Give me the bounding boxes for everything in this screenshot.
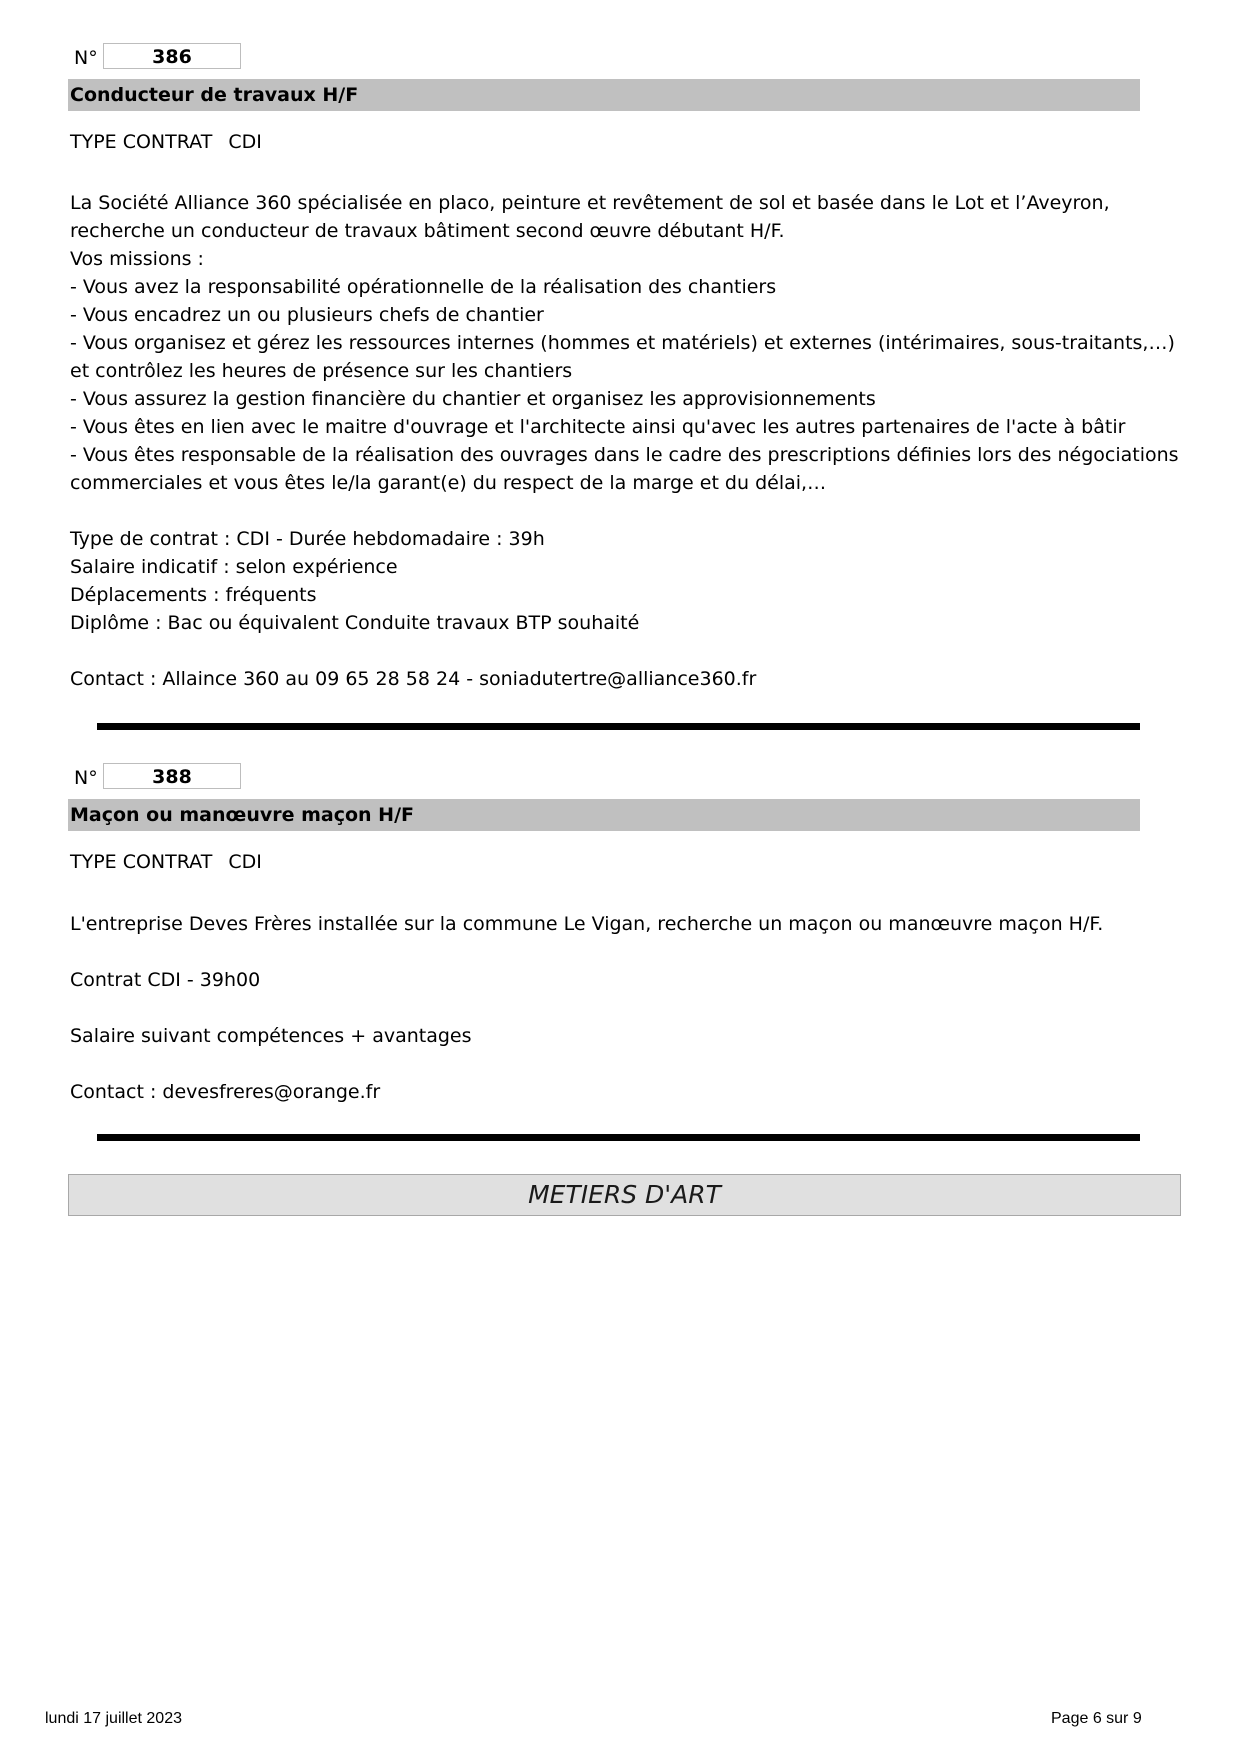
- description-line: recherche un conducteur de travaux bâtiment second œuvre débutant H/F.: [70, 220, 785, 242]
- description-line: Vos missions :: [70, 248, 204, 270]
- description-line: Déplacements : fréquents: [70, 584, 317, 606]
- contract-type: [70, 131, 262, 153]
- description-line: - Vous organisez et gérez les ressources internes (hommes et matériels) et externes (intérimaires, sous-traitants,…): [70, 332, 1175, 354]
- section-banner: METIERS D'ART: [68, 1174, 1181, 1216]
- description-line: - Vous avez la responsabilité opérationnelle de la réalisation des chantiers: [70, 276, 777, 298]
- description-line: - Vous êtes responsable de la réalisation des ouvrages dans le cadre des prescriptions définies lors des négociations: [70, 444, 1179, 466]
- contract-value: CDI: [228, 851, 262, 873]
- separator-rule: [97, 1134, 1140, 1141]
- description-line: Diplôme : Bac ou équivalent Conduite travaux BTP souhaité: [70, 612, 640, 634]
- description-line: Salaire indicatif : selon expérience: [70, 556, 398, 578]
- offer-description: [70, 910, 1170, 1106]
- description-line: - Vous encadrez un ou plusieurs chefs de chantier: [70, 304, 544, 326]
- offer-number: 386: [103, 43, 241, 69]
- contract-type: [70, 851, 262, 873]
- offer-title: Conducteur de travaux H/F: [68, 79, 1140, 111]
- description-line: Salaire suivant compétences + avantages: [70, 1025, 472, 1047]
- description-line: commerciales et vous êtes le/la garant(e) du respect de la marge et du délai,…: [70, 472, 827, 494]
- description-line: - Vous êtes en lien avec le maitre d'ouvrage et l'architecte ainsi qu'avec les autres partenaires de l'acte à bâtir: [70, 416, 1126, 438]
- description-line: - Vous assurez la gestion financière du chantier et organisez les approvisionnements: [70, 388, 876, 410]
- offer-description: [70, 189, 1179, 693]
- description-line: Contrat CDI - 39h00: [70, 969, 261, 991]
- footer-page-number: Page 6 sur 9: [1051, 1710, 1142, 1727]
- contact-line: Contact : devesfreres@orange.fr: [70, 1081, 381, 1103]
- description-line: et contrôlez les heures de présence sur les chantiers: [70, 360, 573, 382]
- number-label: N°: [74, 47, 98, 69]
- offer-number: 388: [103, 763, 241, 789]
- description-line: L'entreprise Deves Frères installée sur la commune Le Vigan, recherche un maçon ou manœuvre maçon H/F.: [70, 913, 1104, 935]
- footer-date: lundi 17 juillet 2023: [45, 1710, 182, 1727]
- description-line: Type de contrat : CDI - Durée hebdomadaire : 39h: [70, 528, 545, 550]
- number-label: N°: [74, 767, 98, 789]
- contract-label: TYPE CONTRAT: [70, 131, 213, 153]
- contact-line: Contact : Allaince 360 au 09 65 28 58 24 - soniadutertre@alliance360.fr: [70, 668, 757, 690]
- contract-value: CDI: [228, 131, 262, 153]
- separator-rule: [97, 723, 1140, 730]
- offer-title: Maçon ou manœuvre maçon H/F: [68, 799, 1140, 831]
- contract-label: TYPE CONTRAT: [70, 851, 213, 873]
- description-line: La Société Alliance 360 spécialisée en placo, peinture et revêtement de sol et basée dans le Lot et l’Aveyron,: [70, 192, 1110, 214]
